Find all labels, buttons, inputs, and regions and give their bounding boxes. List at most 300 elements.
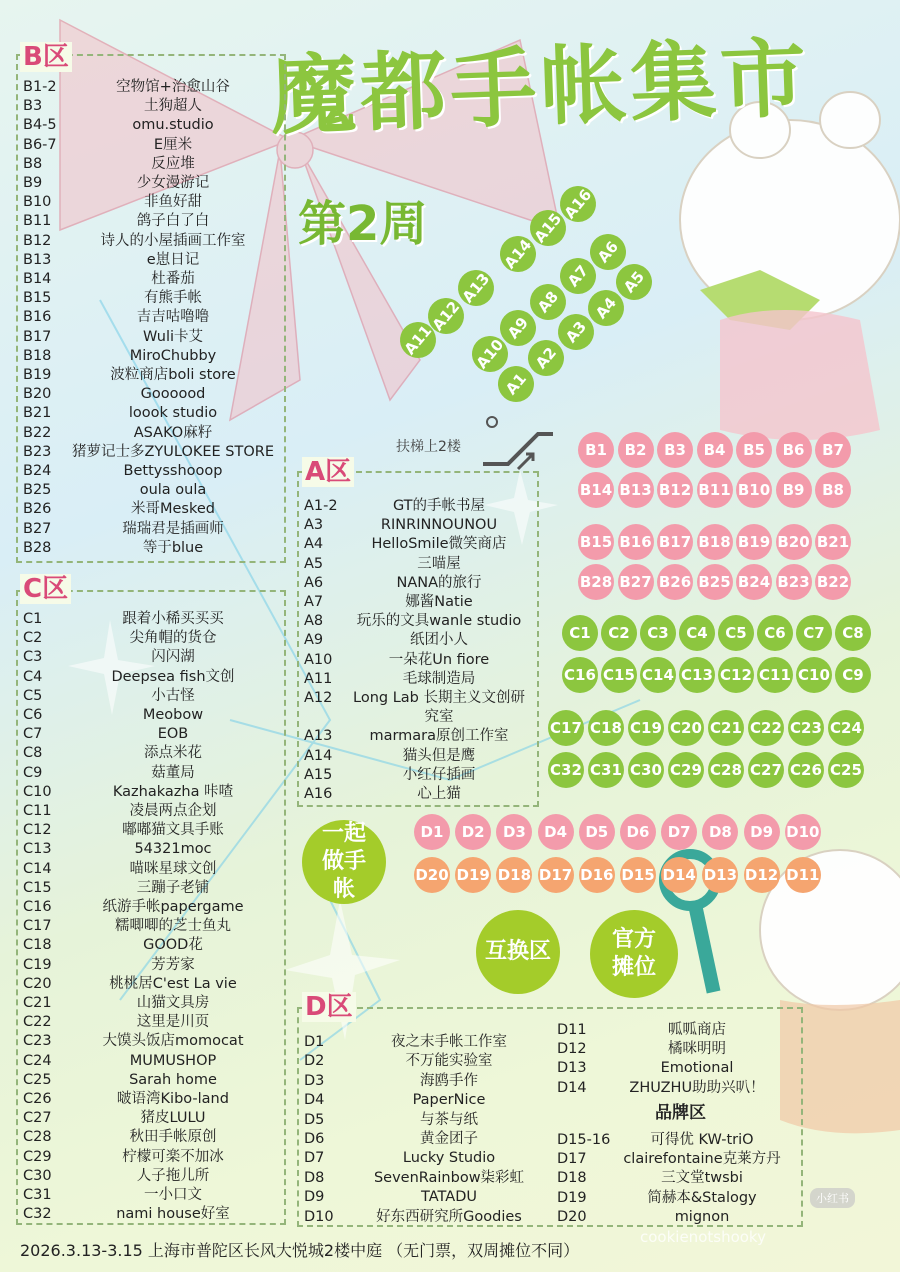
list-item	[23, 366, 283, 385]
vendor-name: marmara原创工作室	[369, 728, 509, 745]
vendor-name: 波粒商店boli store	[110, 367, 236, 383]
vendor-name: 54321moc	[134, 841, 212, 858]
booth-a5[interactable]: A5	[609, 257, 660, 308]
booth-b11[interactable]: B11	[697, 472, 733, 508]
vendor-name: 秋田手帐原创	[129, 1129, 217, 1146]
booth-code: C31	[23, 1187, 52, 1203]
booth-code: D3	[304, 1072, 325, 1089]
booth-code: D17	[557, 1151, 587, 1168]
vendor-name: 鸽子白了白	[136, 213, 210, 230]
list-item	[23, 1032, 283, 1051]
vendor-name: ZHUZHU助助兴叭！	[629, 1079, 765, 1096]
vendor-name: HelloSmile微笑商店	[371, 536, 507, 553]
booth-code: C6	[23, 707, 43, 723]
list-item	[23, 155, 283, 174]
list-item	[23, 385, 283, 404]
booth-d10[interactable]: D10	[785, 814, 821, 850]
vendor-name: 土狗超人	[144, 98, 202, 115]
booth-code: C24	[23, 1052, 52, 1069]
booth-a7[interactable]: A7	[553, 251, 604, 302]
vendor-name: 添点米花	[144, 745, 202, 762]
booth-code: C17	[23, 918, 52, 935]
booth-code: C2	[23, 630, 43, 647]
list-item	[304, 1033, 554, 1052]
booth-code: B24	[23, 463, 52, 479]
booth-a11[interactable]: A11	[393, 315, 444, 366]
booth-d17[interactable]: D17	[538, 857, 574, 893]
zone-b-list	[16, 54, 286, 563]
booth-code: D8	[304, 1169, 325, 1186]
vendor-name: Kazhakazha 咔喳	[112, 783, 234, 800]
booth-code: C14	[23, 860, 52, 877]
booth-code: A16	[304, 786, 333, 802]
list-item	[23, 500, 283, 519]
booth-c14[interactable]: C14	[640, 657, 676, 693]
vendor-name: 猪皮LULU	[140, 1110, 206, 1127]
list-item	[23, 328, 283, 347]
vendor-name: 桃桃居C'est La vie	[109, 975, 237, 992]
booth-b9[interactable]: B9	[776, 472, 812, 508]
list-item	[557, 1021, 797, 1040]
vendor-name: PaperNice	[412, 1092, 486, 1109]
vendor-name: Sarah home	[129, 1071, 217, 1088]
booth-c22[interactable]: C22	[748, 710, 784, 746]
booth-c3[interactable]: C3	[640, 615, 676, 651]
booth-c18[interactable]: C18	[588, 710, 624, 746]
vendor-name: 跟着小稀买买买	[122, 611, 224, 627]
list-item	[23, 629, 283, 648]
vendor-name: ASAKO麻籽	[133, 424, 213, 441]
list-item	[23, 764, 283, 783]
diy-area-circle[interactable]	[302, 820, 386, 904]
vendor-name: clairefontaine克莱方丹	[623, 1151, 781, 1168]
booth-a15[interactable]: A15	[523, 203, 574, 254]
vendor-name: 尖角帽的货仓	[129, 630, 217, 647]
list-item	[304, 670, 544, 689]
booth-code: D5	[304, 1111, 325, 1128]
booth-d18[interactable]: D18	[496, 857, 532, 893]
vendor-name: 瑞瑞君是插画师	[122, 520, 224, 537]
booth-code: B15	[23, 290, 52, 307]
list-item	[304, 727, 544, 746]
booth-code: B21	[23, 405, 52, 422]
list-item	[23, 232, 283, 251]
booth-code: D7	[304, 1150, 325, 1167]
list-item	[23, 802, 283, 821]
vendor-name: 闪闪湖	[151, 649, 195, 666]
booth-b18[interactable]: B18	[697, 524, 733, 560]
vendor-name: 呱呱商店	[668, 1022, 726, 1038]
booth-code: C32	[23, 1206, 52, 1223]
vendor-name: 三喵屋	[417, 555, 461, 572]
list-item	[304, 555, 544, 574]
booth-b22[interactable]: B22	[815, 564, 851, 600]
booth-c23[interactable]: C23	[788, 710, 824, 746]
booth-c4[interactable]: C4	[679, 615, 715, 651]
booth-code: B27	[23, 520, 52, 537]
vendor-name: GT的手帐书屋	[392, 498, 486, 514]
booth-b3[interactable]: B3	[657, 432, 693, 468]
event-footer: 2026.3.13-3.15 上海市普陀区长风大悦城2楼中庭 （无门票，双周摊位不同）	[20, 1241, 580, 1260]
list-item	[23, 668, 283, 687]
booth-b26[interactable]: B26	[657, 564, 693, 600]
zone-c-list	[16, 590, 286, 1225]
list-item	[23, 251, 283, 270]
booth-b14[interactable]: B14	[578, 472, 614, 508]
vendor-name: 小红仔插画	[402, 766, 476, 783]
official-booth-circle[interactable]	[590, 910, 678, 998]
brand-zone-label: 品牌区	[655, 1103, 706, 1123]
booth-code: B19	[23, 367, 52, 383]
list-item	[23, 116, 283, 135]
booth-a1[interactable]: A1	[491, 359, 542, 410]
vendor-name: Goooood	[140, 386, 206, 403]
booth-b17[interactable]: B17	[657, 524, 693, 560]
list-item	[23, 917, 283, 936]
list-item	[304, 651, 544, 670]
booth-c7[interactable]: C7	[796, 615, 832, 651]
booth-a10[interactable]: A10	[465, 329, 516, 380]
booth-code: D1	[304, 1034, 325, 1050]
booth-d1[interactable]: D1	[414, 814, 450, 850]
vendor-name: 纸团小人	[410, 632, 468, 649]
booth-d7[interactable]: D7	[661, 814, 697, 850]
vendor-name: 喵咪星球文创	[129, 860, 217, 877]
vendor-name: 猪萝记士多ZYULOKEE STORE	[71, 443, 275, 460]
booth-c5[interactable]: C5	[718, 615, 754, 651]
booth-c6[interactable]: C6	[757, 615, 793, 651]
booth-c13[interactable]: C13	[679, 657, 715, 693]
list-item	[23, 1167, 283, 1186]
booth-code: D6	[304, 1131, 325, 1147]
vendor-name: E厘米	[153, 136, 193, 153]
vendor-name: 空物馆+治愈山谷	[116, 79, 230, 95]
list-item	[304, 1111, 554, 1130]
vendor-name: 菇董局	[151, 764, 195, 781]
booth-d5[interactable]: D5	[579, 814, 615, 850]
booth-a4[interactable]: A4	[581, 283, 632, 334]
booth-d20[interactable]: D20	[414, 857, 450, 893]
vendor-name: 非鱼好甜	[144, 194, 202, 211]
list-item	[557, 1208, 797, 1227]
list-item	[23, 879, 283, 898]
booth-c28[interactable]: C28	[708, 752, 744, 788]
list-item	[23, 840, 283, 859]
booth-code: D20	[557, 1208, 587, 1225]
booth-c12[interactable]: C12	[718, 657, 754, 693]
booth-code: A11	[304, 670, 333, 687]
list-item	[304, 1091, 554, 1110]
booth-c16[interactable]: C16	[562, 657, 598, 693]
list-item	[304, 689, 544, 708]
booth-b21[interactable]: B21	[815, 524, 851, 560]
booth-code: C3	[23, 649, 43, 666]
booth-code: A1-2	[304, 498, 338, 514]
booth-c29[interactable]: C29	[668, 752, 704, 788]
zone-b-title: B区	[20, 42, 72, 72]
booth-code: A9	[304, 632, 324, 649]
booth-code: C11	[23, 803, 52, 819]
booth-d8[interactable]: D8	[702, 814, 738, 850]
list-item	[23, 1052, 283, 1071]
booth-c15[interactable]: C15	[601, 657, 637, 693]
vendor-name: 山猫文具房	[136, 995, 210, 1011]
booth-b10[interactable]: B10	[736, 472, 772, 508]
list-item	[23, 174, 283, 193]
vendor-name: Lucky Studio	[402, 1150, 496, 1167]
list-item	[23, 404, 283, 423]
booth-code: B10	[23, 194, 52, 211]
list-item	[23, 936, 283, 955]
list-item	[23, 975, 283, 994]
list-item	[23, 462, 283, 481]
list-item	[304, 1130, 554, 1149]
booth-d15[interactable]: D15	[620, 857, 656, 893]
list-item	[23, 898, 283, 917]
list-item	[23, 212, 283, 231]
booth-b8[interactable]: B8	[815, 472, 851, 508]
vendor-name: 简赫本&Stalogy	[647, 1189, 757, 1206]
week-subtitle: 第2周	[298, 196, 428, 252]
booth-b12[interactable]: B12	[657, 472, 693, 508]
booth-c8[interactable]: C8	[835, 615, 871, 651]
booth-a9[interactable]: A9	[493, 303, 544, 354]
vendor-name: 究室	[424, 709, 454, 726]
booth-code: C27	[23, 1110, 52, 1127]
booth-c31[interactable]: C31	[588, 752, 624, 788]
booth-b23[interactable]: B23	[776, 564, 812, 600]
booth-a13[interactable]: A13	[451, 263, 502, 314]
booth-a6[interactable]: A6	[583, 227, 634, 278]
vendor-name: loook studio	[128, 405, 218, 422]
booth-code: C12	[23, 822, 52, 839]
booth-a8[interactable]: A8	[523, 277, 574, 328]
booth-b5[interactable]: B5	[736, 432, 772, 468]
vendor-name: 夜之末手帐工作室	[391, 1034, 507, 1050]
vendor-name: 可得优 KW-triO	[650, 1132, 754, 1148]
list-item	[304, 1052, 554, 1071]
booth-d14[interactable]: D14	[661, 857, 697, 893]
booth-a3[interactable]: A3	[551, 307, 602, 358]
booth-c27[interactable]: C27	[748, 752, 784, 788]
list-item	[304, 747, 544, 766]
zone-a-list	[297, 471, 539, 807]
vendor-name: mignon	[674, 1208, 730, 1225]
booth-code: A5	[304, 555, 324, 572]
booth-code: B28	[23, 539, 52, 556]
booth-c24[interactable]: C24	[828, 710, 864, 746]
vendor-name: 等于blue	[142, 539, 204, 556]
booth-c2[interactable]: C2	[601, 615, 637, 651]
booth-b2[interactable]: B2	[618, 432, 654, 468]
booth-d16[interactable]: D16	[579, 857, 615, 893]
booth-code: B11	[23, 213, 52, 230]
booth-d12[interactable]: D12	[744, 857, 780, 893]
list-item	[304, 516, 544, 535]
vendor-name: 凌晨两点企划	[129, 803, 217, 819]
list-item	[304, 1149, 554, 1168]
booth-a16[interactable]: A16	[553, 179, 604, 230]
booth-code: A10	[304, 651, 333, 668]
vendor-name: 小古怪	[151, 687, 195, 704]
booth-a14[interactable]: A14	[493, 229, 544, 280]
booth-code: B13	[23, 251, 52, 268]
booth-b16[interactable]: B16	[618, 524, 654, 560]
list-item	[23, 1013, 283, 1032]
list-item	[23, 443, 283, 462]
booth-code: C15	[23, 879, 52, 896]
official-booth-label: 官方摊位	[611, 927, 656, 980]
vendor-name: 黄金团子	[420, 1131, 478, 1147]
list-item	[23, 193, 283, 212]
booth-code: B1-2	[23, 79, 57, 95]
booth-b28[interactable]: B28	[578, 564, 614, 600]
booth-d9[interactable]: D9	[744, 814, 780, 850]
list-item	[23, 289, 283, 308]
booth-code: A14	[304, 747, 333, 764]
booth-code: B3	[23, 98, 43, 115]
booth-b13[interactable]: B13	[618, 472, 654, 508]
booth-c11[interactable]: C11	[757, 657, 793, 693]
vendor-name: nami house好室	[116, 1206, 230, 1223]
list-item	[304, 1072, 554, 1091]
list-item	[23, 1090, 283, 1109]
booth-code: D4	[304, 1092, 325, 1109]
booth-d3[interactable]: D3	[496, 814, 532, 850]
booth-d6[interactable]: D6	[620, 814, 656, 850]
booth-code: C4	[23, 668, 43, 685]
booth-c19[interactable]: C19	[628, 710, 664, 746]
xhs-logo: 小红书	[810, 1188, 855, 1208]
booth-a2[interactable]: A2	[521, 333, 572, 384]
booth-code: D12	[557, 1041, 587, 1058]
booth-b20[interactable]: B20	[776, 524, 812, 560]
vendor-name: 玩乐的文具wanle studio	[356, 613, 522, 630]
booth-code: B25	[23, 482, 52, 499]
booth-code: D2	[304, 1053, 325, 1070]
vendor-name: e崽日记	[146, 251, 200, 268]
vendor-name: MiroChubby	[129, 347, 217, 364]
booth-code: C16	[23, 899, 52, 915]
booth-c1[interactable]: C1	[562, 615, 598, 651]
vendor-name: TATADU	[421, 1189, 477, 1206]
list-item	[23, 1128, 283, 1147]
list-item	[304, 1169, 554, 1188]
booth-d13[interactable]: D13	[702, 857, 738, 893]
list-item	[557, 1079, 797, 1098]
vendor-name: 娜酱Natie	[405, 594, 473, 610]
vendor-name: 海鸥手作	[420, 1072, 478, 1089]
booth-code: B6-7	[23, 136, 57, 153]
booth-code: C28	[23, 1129, 52, 1146]
vendor-name: 啵语湾Kibo-land	[117, 1091, 229, 1107]
booth-code: D13	[557, 1060, 587, 1077]
list-item	[23, 520, 283, 539]
booth-b6[interactable]: B6	[776, 432, 812, 468]
booth-b25[interactable]: B25	[697, 564, 733, 600]
booth-c32[interactable]: C32	[548, 752, 584, 788]
watermark: cookienotshooky	[640, 1228, 766, 1246]
booth-d2[interactable]: D2	[455, 814, 491, 850]
vendor-name: omu.studio	[132, 117, 214, 134]
booth-a12[interactable]: A12	[421, 291, 472, 342]
booth-c17[interactable]: C17	[548, 710, 584, 746]
booth-d4[interactable]: D4	[538, 814, 574, 850]
list-item	[23, 1186, 283, 1205]
booth-b1[interactable]: B1	[578, 432, 614, 468]
list-item	[23, 610, 283, 629]
booth-b4[interactable]: B4	[697, 432, 733, 468]
vendor-name: 米哥Mesked	[131, 501, 215, 518]
list-item	[304, 1208, 554, 1227]
list-item	[557, 1150, 797, 1169]
list-item	[304, 708, 544, 727]
booth-b15[interactable]: B15	[578, 524, 614, 560]
list-item	[23, 1205, 283, 1224]
list-item	[557, 1189, 797, 1208]
list-item	[23, 136, 283, 155]
list-item	[23, 308, 283, 327]
vendor-name: Bettysshooop	[123, 463, 223, 479]
booth-c10[interactable]: C10	[796, 657, 832, 693]
list-item	[23, 481, 283, 500]
booth-b19[interactable]: B19	[736, 524, 772, 560]
booth-code: A12	[304, 690, 333, 706]
swap-area-label: 互换区	[484, 939, 551, 964]
list-item	[23, 821, 283, 840]
booth-code: D11	[557, 1022, 587, 1038]
booth-code: A6	[304, 574, 324, 591]
booth-code: D14	[557, 1079, 587, 1096]
booth-code: C29	[23, 1148, 52, 1165]
list-item	[23, 956, 283, 975]
booth-c30[interactable]: C30	[628, 752, 664, 788]
booth-b24[interactable]: B24	[736, 564, 772, 600]
list-item	[304, 535, 544, 554]
booth-d19[interactable]: D19	[455, 857, 491, 893]
vendor-name: Wuli卡艾	[142, 328, 204, 345]
booth-code: C1	[23, 611, 43, 627]
vendor-name: Emotional	[660, 1060, 734, 1077]
booth-c25[interactable]: C25	[828, 752, 864, 788]
booth-c26[interactable]: C26	[788, 752, 824, 788]
booth-c9[interactable]: C9	[835, 657, 871, 693]
swap-area-circle[interactable]	[476, 910, 560, 994]
booth-code: C13	[23, 841, 52, 858]
booth-code: C30	[23, 1167, 52, 1184]
booth-code: C10	[23, 783, 52, 800]
page-title: 魔都手帐集市	[268, 27, 812, 148]
vendor-name: 人子拖儿所	[136, 1167, 210, 1184]
booth-b27[interactable]: B27	[618, 564, 654, 600]
vendor-name: 嘟嘟猫文具手账	[122, 822, 224, 839]
list-item	[23, 424, 283, 443]
booth-code: B8	[23, 155, 43, 172]
booth-d11[interactable]: D11	[785, 857, 821, 893]
booth-code: B22	[23, 424, 52, 441]
vendor-name: RINRINNOUNOU	[380, 517, 498, 534]
booth-code: C8	[23, 745, 43, 762]
diy-area-label: 一起做手帐	[321, 821, 366, 902]
list-item	[23, 1148, 283, 1167]
vendor-name: 橘咪明明	[668, 1041, 726, 1058]
booth-c21[interactable]: C21	[708, 710, 744, 746]
vendor-name: GOOD花	[143, 937, 203, 954]
booth-b7[interactable]: B7	[815, 432, 851, 468]
booth-code: B12	[23, 232, 52, 249]
booth-c20[interactable]: C20	[668, 710, 704, 746]
zone-d-list	[297, 1007, 803, 1227]
